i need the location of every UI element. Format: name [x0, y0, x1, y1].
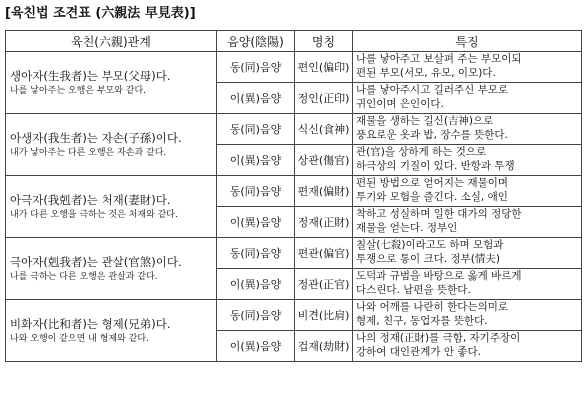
relation-main: 극아자(剋我者)는 관살(官煞)이다. [10, 254, 182, 269]
feature-line: 편된 부모(서모, 유모, 이모)다. [356, 67, 496, 79]
relation-cell [6, 52, 217, 114]
yinyang-cell: 이(異)음양 [217, 331, 295, 362]
feature-line: 나의 정재(正財)를 극함, 자기주장이 [356, 332, 521, 344]
feature-line: 투쟁으로 통이 크다. 정부(情夫) [356, 253, 500, 265]
feature-line: 나를 낳아주시고 길러주신 부모로 [356, 84, 509, 96]
feature-cell [353, 207, 582, 238]
feature-line: 편된 방법으로 얻어지는 재물이며 [356, 177, 509, 189]
yinyang-cell: 이(異)음양 [217, 145, 295, 176]
feature-cell [353, 238, 582, 269]
page-title: [육친법 조견표 (六親法 早見表)] [5, 6, 196, 21]
feature-cell [353, 300, 582, 331]
feature-line: 형제, 친구, 동업자를 뜻한다. [356, 315, 488, 327]
header-name: 명칭 [295, 31, 353, 52]
yinyang-cell: 동(同)음양 [217, 176, 295, 207]
relation-cell [6, 238, 217, 300]
feature-line: 풍요로운 옷과 밥, 장수를 뜻한다. [356, 129, 508, 141]
feature-line: 나를 낳아주고 보살펴 주는 부모이되 [356, 53, 522, 65]
name-cell: 편인(偏印) [295, 52, 353, 83]
feature-cell [353, 145, 582, 176]
yinyang-cell: 동(同)음양 [217, 300, 295, 331]
table-row [6, 52, 582, 83]
name-cell: 편관(偏官) [295, 238, 353, 269]
relation-main: 비화자(比和者)는 형제(兄弟)다. [10, 316, 171, 331]
relation-cell [6, 176, 217, 238]
yinyang-cell: 동(同)음양 [217, 52, 295, 83]
name-cell: 상관(傷官) [295, 145, 353, 176]
feature-cell [353, 176, 582, 207]
header-relation: 육친(六親)관계 [6, 31, 217, 52]
feature-line: 귀인이며 은인이다. [356, 98, 444, 110]
feature-cell [353, 269, 582, 300]
relation-desc: 나와 오행이 같으면 내 형제와 같다. [10, 333, 149, 344]
kinship-table [5, 30, 582, 362]
table-row [6, 300, 582, 331]
feature-line: 재물을 얻는다. 정부인 [356, 222, 458, 234]
header-yinyang: 음양(陰陽) [217, 31, 295, 52]
yinyang-cell: 이(異)음양 [217, 269, 295, 300]
name-cell: 편재(偏財) [295, 176, 353, 207]
name-cell: 겁재(劫財) [295, 331, 353, 362]
name-cell: 비견(比肩) [295, 300, 353, 331]
feature-line: 투기와 모험을 즐긴다. 소실, 애인 [356, 191, 508, 203]
relation-cell [6, 114, 217, 176]
relation-desc: 내가 낳아주는 다른 오행은 자손과 같다. [10, 147, 167, 158]
name-cell: 식신(食神) [295, 114, 353, 145]
feature-cell [353, 52, 582, 83]
feature-line: 착하고 성실하며 일한 대가의 정당한 [356, 208, 522, 220]
relation-desc: 나를 극하는 다른 오행은 관살과 같다. [10, 271, 158, 282]
feature-line: 관(官)을 상하게 하는 것으로 [356, 146, 487, 158]
relation-cell [6, 300, 217, 362]
relation-main: 아생자(我生者)는 자손(子孫)이다. [10, 130, 182, 145]
header-feature: 특징 [353, 31, 582, 52]
yinyang-cell: 동(同)음양 [217, 114, 295, 145]
table-row [6, 176, 582, 207]
feature-cell [353, 114, 582, 145]
feature-line: 칠살(七殺)이라고도 하며 모험과 [356, 239, 504, 251]
relation-desc: 나를 낳아주는 오행은 부모와 같다. [10, 85, 147, 96]
name-cell: 정인(正印) [295, 83, 353, 114]
relation-main: 아극자(我剋者)는 처재(妻財)다. [10, 192, 171, 207]
feature-cell [353, 331, 582, 362]
name-cell: 정관(正官) [295, 269, 353, 300]
table-row [6, 238, 582, 269]
table-row [6, 114, 582, 145]
relation-main: 생아자(生我者)는 부모(父母)다. [10, 68, 171, 83]
feature-line: 재물을 생하는 길신(吉神)으로 [356, 115, 494, 127]
relation-desc: 내가 다른 오행을 극하는 것은 처재와 같다. [10, 209, 178, 220]
feature-line: 도덕과 규범을 바탕으로 옳게 바르게 [356, 270, 522, 282]
name-cell: 정재(正財) [295, 207, 353, 238]
feature-line: 하극상의 기질이 있다. 반항과 투쟁 [356, 160, 515, 172]
yinyang-cell: 동(同)음양 [217, 238, 295, 269]
feature-line: 강하여 대인관계가 안 좋다. [356, 346, 481, 358]
feature-line: 다스린다. 남편을 뜻한다. [356, 284, 471, 296]
feature-line: 나와 어깨를 나란히 한다는의미로 [356, 301, 509, 313]
yinyang-cell: 이(異)음양 [217, 207, 295, 238]
header-row [6, 31, 582, 52]
feature-cell [353, 83, 582, 114]
yinyang-cell: 이(異)음양 [217, 83, 295, 114]
